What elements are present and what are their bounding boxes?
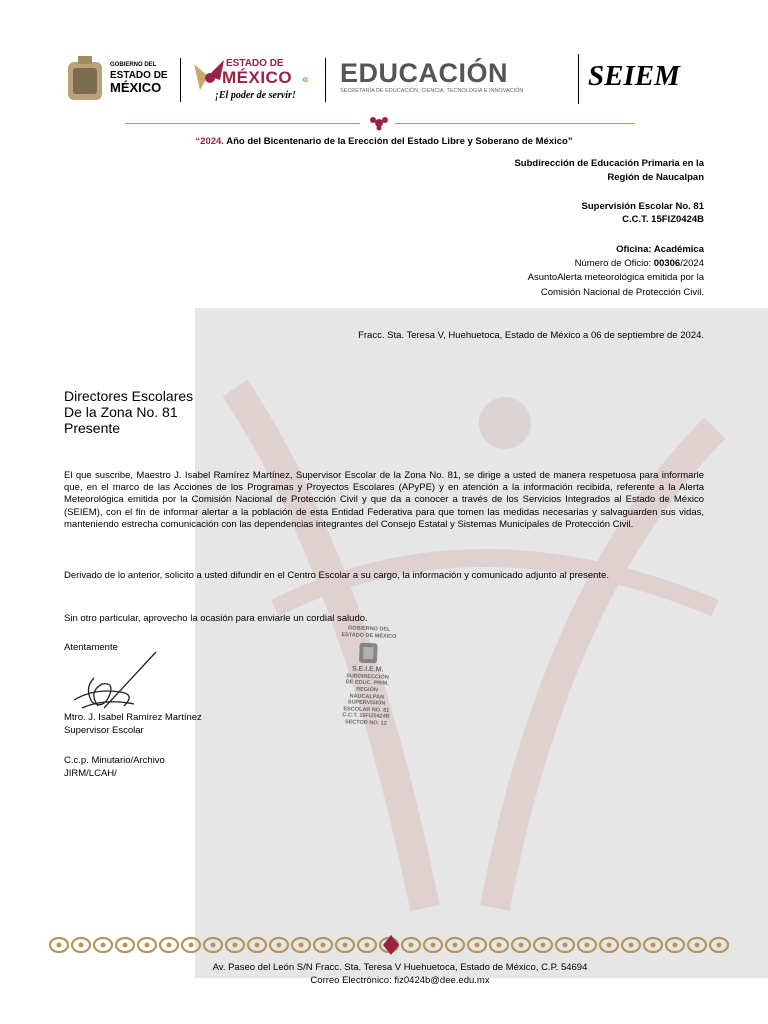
edomex-slogan: ¡El poder de servir! — [215, 90, 296, 101]
stamp-line3: S.E.I.E.M. — [351, 665, 384, 674]
cct: C.C.T. 15FIZ0424B — [622, 214, 704, 225]
numero-oficio — [400, 257, 704, 270]
official-stamp — [336, 625, 399, 757]
footer-ornament-dot — [321, 943, 326, 948]
footer-email: Correo Electrónico: fiz0424b@dee.edu.mx — [310, 975, 490, 986]
footer-ornament-dot — [717, 943, 722, 948]
signer-title: Supervisor Escolar — [64, 725, 144, 736]
addressee-line2: De la Zona No. 81 — [64, 404, 178, 420]
initials: JIRM/LCAH/ — [64, 768, 117, 779]
divider — [578, 54, 579, 104]
footer-ornament-dot — [563, 943, 568, 948]
signature-image — [64, 648, 164, 718]
stamp-line10: C.C.T. 15FIZ0424B — [342, 712, 390, 721]
footer-ornament-dot — [695, 943, 700, 948]
divider — [325, 58, 326, 102]
footer-ornament-dot — [145, 943, 150, 948]
stamp-line6: REGIÓN — [356, 686, 378, 694]
footer-ornament-dot — [519, 943, 524, 948]
signer-name: Mtro. J. Isabel Ramírez Martínez — [64, 712, 202, 723]
footer-ornament-dot — [57, 943, 62, 948]
footer-ornament-dot — [651, 943, 656, 948]
stamp-line1: GOBIERNO DEL — [347, 625, 391, 633]
body-paragraph-3: Sin otro particular, aprovecho la ocasión para enviarle un cordial saludo. — [64, 613, 368, 624]
footer-ornament-dot — [343, 943, 348, 948]
footer-ornament-dot — [299, 943, 304, 948]
numero-label: Número de Oficio: — [574, 258, 654, 269]
footer-ornament-dot — [475, 943, 480, 948]
place-date: Fracc. Sta. Teresa V, Huehuetoca, Estado de México a 06 de septiembre de 2024. — [358, 330, 704, 341]
coat-of-arms-icon — [66, 56, 104, 104]
stamp-line4: SUBDIRECCIÓN — [346, 673, 389, 681]
gob-line3: MÉXICO — [110, 80, 162, 95]
header — [0, 50, 768, 112]
footer-ornament-dot — [233, 943, 238, 948]
stamp-line11: SECTOR NO. 12 — [344, 719, 387, 727]
footer-ornament-dot — [673, 943, 678, 948]
oficina: Oficina: Académica — [616, 244, 704, 255]
subdir-line1: Subdirección de Educación Primaria en la — [514, 158, 704, 169]
header-rule-right — [395, 123, 635, 124]
addressee-line3: Presente — [64, 420, 121, 436]
gob-line2: ESTADO DE — [110, 70, 168, 81]
footer-ornament-dot — [409, 943, 414, 948]
motto-year: 2024. — [200, 136, 224, 147]
footer-ornament-dot — [453, 943, 458, 948]
footer-ornament-dot — [211, 943, 216, 948]
stamp-line2: ESTADO DE MÉXICO — [341, 631, 397, 640]
footer-ornament-dot — [365, 943, 370, 948]
educacion-title: EDUCACIÓN — [340, 58, 509, 88]
footer-ornament-dot — [431, 943, 436, 948]
stamp-crest-icon — [357, 641, 380, 666]
asunto-line1: AsuntoAlerta meteorológica emitida por la — [527, 272, 704, 283]
header-rule-left — [125, 123, 360, 124]
gob-line1: GOBIERNO DEL — [110, 62, 157, 68]
asunto-line2: Comisión Nacional de Protección Civil. — [540, 287, 704, 298]
stamp-line8: SUPERVISIÓN — [347, 699, 386, 707]
atentamente: Atentamente — [64, 642, 118, 653]
footer-ornament-dot — [79, 943, 84, 948]
footer-ornament-dot — [541, 943, 546, 948]
stamp-line5: DE EDUC. PRIM. — [345, 679, 389, 688]
chevron-icon: « — [302, 72, 309, 86]
footer-border-pattern — [48, 934, 734, 956]
addressee-line1: Directores Escolares — [64, 388, 194, 404]
footer-ornament-dot — [277, 943, 282, 948]
watermark-logo — [195, 308, 768, 978]
stamp-line7: NAUCALPAN — [349, 692, 385, 701]
footer-ornament-dot — [123, 943, 128, 948]
footer-address: Av. Paseo del León S/N Fracc. Sta. Teresa V Huehuetoca, Estado de México, C.P. 54694 — [212, 962, 588, 973]
footer-ornament-dot — [629, 943, 634, 948]
stamp-line9: ESCOLAR NO. 81 — [343, 705, 390, 714]
body-paragraph-1: El que suscribe, Maestro J. Isabel Ramírez Martínez, Supervisor Escolar de la Zona No. 81, se dirige a usted de manera respetuosa para informarle que, en el marco de las Acciones de los Programas y Proyectos Escolares (APyPE) y en atención a la información recibida, referente a la Alerta Meteorológica emitida por la Comisión Nacional de Protección Civil y que da a conocer a través de los Servicios Integrados al Estado de México (SEIEM), con el fin de informar alertar a la población de esta Entidad Federativa para que tomen las medidas necesarias y salvaguarden sus vidas, manteniendo estrecha comunicación con las dependencias integrantes del Consejo Estatal y Sistemas Municipales de Protección Civil. — [64, 470, 704, 530]
motto-text: Año del Bicentenario de la Erección del Estado Libre y Soberano de México” — [223, 136, 573, 147]
numero-value: 00306 — [653, 258, 681, 269]
footer-ornament-dot — [497, 943, 502, 948]
ccp: C.c.p. Minutario/Archivo — [64, 755, 165, 766]
divider — [180, 58, 181, 102]
numero-year: /2024 — [680, 258, 704, 269]
edomex-line2: MÉXICO — [222, 68, 293, 87]
footer-ornament-dot — [189, 943, 194, 948]
motto — [0, 136, 768, 147]
footer-ornament-dot — [585, 943, 590, 948]
footer-ornament-dot — [101, 943, 106, 948]
supervision: Supervisión Escolar No. 81 — [581, 201, 704, 212]
educacion-subtitle: SECRETARÍA DE EDUCACIÓN, CIENCIA, TECNOLOGÍA E INNOVACIÓN — [340, 88, 524, 94]
ornament-icon — [368, 115, 390, 131]
edomex-line1: ESTADO DE — [226, 58, 284, 69]
subdir-line2: Región de Naucalpan — [607, 172, 704, 183]
footer-ornament-dot — [255, 943, 260, 948]
body-paragraph-2: Derivado de lo anterior, solicito a usted difundir en el Centro Escolar a su cargo, la información y comunicado adjunto al presente. — [64, 570, 609, 581]
motto-open-quote: “ — [195, 136, 201, 147]
footer-ornament-dot — [607, 943, 612, 948]
footer-ornament-dot — [167, 943, 172, 948]
seiem-logo: SEIEM — [588, 60, 680, 92]
